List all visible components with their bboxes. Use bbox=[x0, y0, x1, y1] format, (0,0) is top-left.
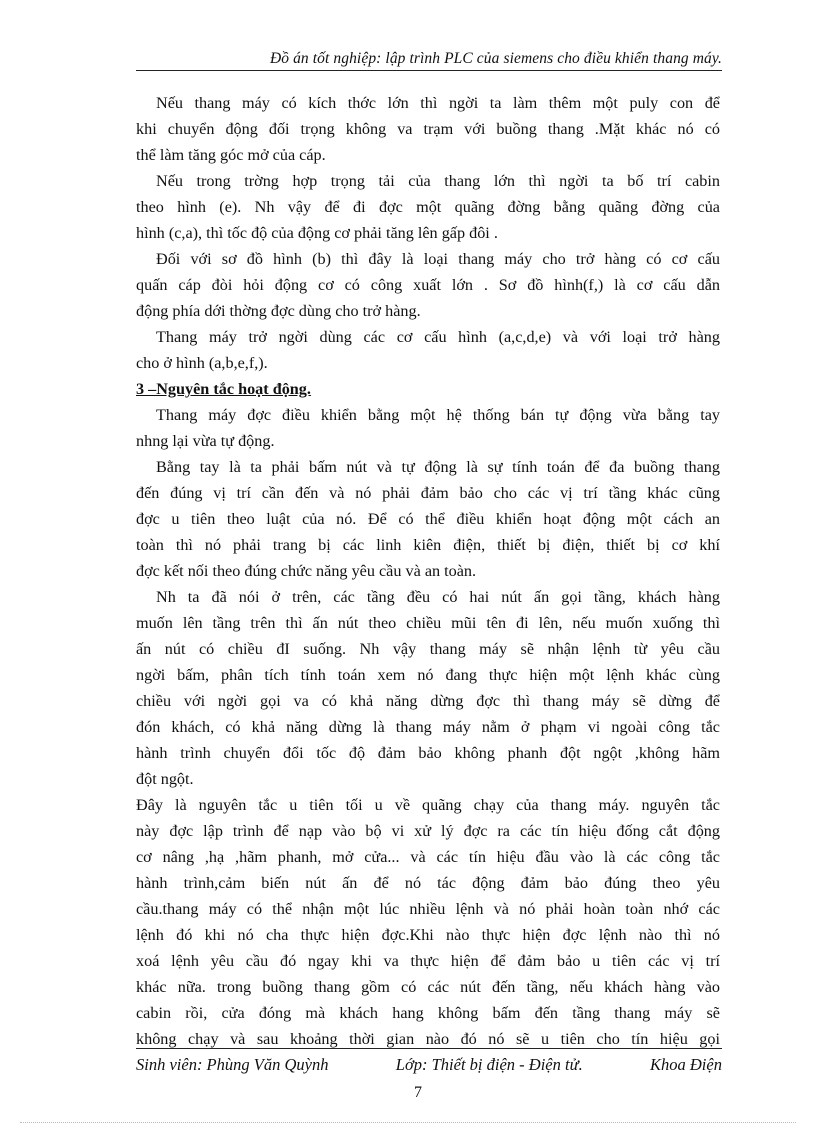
page-number: 7 bbox=[414, 1084, 422, 1101]
text-line: Bằng tay là ta phải bấm nút và tự động là sự tính toán để đa buồng thang bbox=[156, 458, 720, 476]
text-line: ngời bấm, phân tích tính toán xem nó đang thực hiện một lệnh khác cùng bbox=[136, 666, 720, 684]
text-line: cầu.thang máy có thể nhận một lúc nhiều lệnh và nó phải hoàn toàn nhớ các bbox=[136, 900, 720, 918]
text-line: này đợc lập trình để nạp vào bộ vi xử lý đợc ra các tín hiệu đống cắt động bbox=[136, 822, 720, 840]
text-line: cơ nâng ,hạ ,hãm phanh, mở cửa... và các tín hiệu đầu vào là các công tắc bbox=[136, 848, 720, 866]
text-line: khi chuyển động đối trọng không va trạm với buồng thang .Mặt khác nó có bbox=[136, 120, 720, 138]
text-line: đón khách, có khả năng dừng là thang máy nằm ở phạm vi ngoài công tắc bbox=[136, 718, 720, 736]
text-line: nhng lại vừa tự động. bbox=[136, 432, 275, 450]
text-line: toàn thì nó phải trang bị các linh kiên điện, thiết bị điện, thiết bị cơ khí bbox=[136, 536, 720, 554]
text-line: theo hình (e). Nh vậy để đi đợc một quãng đờng bằng quãng đờng của bbox=[136, 198, 720, 216]
text-line: Đối với sơ đồ hình (b) thì đây là loại thang máy cho trở hàng có cơ cấu bbox=[156, 250, 720, 268]
text-line: thể làm tăng góc mở của cáp. bbox=[136, 146, 326, 164]
text-line: Nếu thang máy có kích thớc lớn thì ngời ta làm thêm một puly con để bbox=[156, 94, 720, 112]
text-line: cho ở hình (a,b,e,f,). bbox=[136, 354, 268, 372]
text-line: hình (c,a), thì tốc độ của động cơ phải tăng lên gấp đôi . bbox=[136, 224, 498, 242]
text-line: đột ngột. bbox=[136, 770, 194, 788]
text-line: khác nữa. trong buồng thang gồm có các nút đến tầng, nếu khách hàng vào bbox=[136, 978, 720, 996]
text-line: Đây là nguyên tắc u tiên tối u về quãng chạy của thang máy. nguyên tắc bbox=[136, 796, 720, 814]
text-line: đợc kết nối theo đúng chức năng yêu cầu và an toàn. bbox=[136, 562, 477, 580]
document-body bbox=[136, 90, 720, 1052]
text-line: không chạy và sau khoảng thời gian nào đó nó sẽ u tiên cho tín hiệu gọi bbox=[136, 1030, 720, 1048]
text-line: muốn lên tầng trên thì ấn nút theo chiều mũi tên đi lên, nếu muốn xuống thì bbox=[136, 614, 720, 632]
text-line: ấn nút có chiều đI suống. Nh vậy thang máy sẽ nhận lệnh từ yêu cầu bbox=[136, 640, 720, 658]
footer-dept: Khoa Điện bbox=[650, 1055, 722, 1074]
footer-divider bbox=[136, 1048, 722, 1049]
header-divider bbox=[136, 70, 722, 71]
text-line: chiều với ngời gọi va có khả năng dừng đợc thì thang máy sẽ dừng để bbox=[136, 692, 720, 710]
text-line: quấn cáp đòi hỏi động cơ có công xuất lớn . Sơ đồ hình(f,) là cơ cấu dẫn bbox=[136, 276, 720, 294]
text-line: hành trình,cảm biến nút ấn để nó tác động đảm bảo đúng theo yêu bbox=[136, 874, 720, 892]
text-line: đợc u tiên theo luật của nó. Để có thể điều khiển hoạt động một cách an bbox=[136, 510, 720, 528]
text-line: Nh ta đã nói ở trên, các tầng đều có hai nút ấn gọi tầng, khách hàng bbox=[156, 588, 720, 606]
footer-student: Sinh viên: Phùng Văn Quỳnh bbox=[136, 1055, 329, 1074]
text-line: động phía dới thờng đợc dùng cho trở hàng. bbox=[136, 302, 421, 320]
section-heading: 3 –Nguyên tắc hoạt động. bbox=[136, 380, 311, 398]
page-footer bbox=[136, 1055, 722, 1075]
text-line: Thang máy trở ngời dùng các cơ cấu hình (a,c,d,e) và với loại trở hàng bbox=[156, 328, 720, 346]
text-line: Nếu trong trờng hợp trọng tải của thang lớn thì ngời ta bố trí cabin bbox=[156, 172, 720, 190]
text-line: hành trình chuyển đổi tốc độ đảm bảo không phanh đột ngột ,không hãm bbox=[136, 744, 720, 762]
footer-class: Lớp: Thiết bị điện - Điện tử. bbox=[395, 1055, 583, 1074]
text-line: Thang máy đợc điều khiển bằng một hệ thống bán tự động vừa bằng tay bbox=[156, 406, 720, 424]
page-header: Đồ án tốt nghiệp: lập trình PLC của siemens cho điều khiển thang máy. bbox=[269, 50, 722, 67]
text-line: đến đúng vị trí cần đến và nó phải đảm bảo cho các vị trí tầng khác cũng bbox=[136, 484, 720, 502]
text-line: lệnh đó khi nó cha thực hiện đợc.Khi nào thực hiện đợc lệnh nào thì nó bbox=[136, 926, 720, 944]
text-line: xoá lệnh yêu cầu đó ngay khi va thực hiện để đảm bảo u tiên các vị trí bbox=[136, 952, 720, 970]
text-line: cabin rồi, cửa đóng mà khách hang không bấm đến tầng thang máy sẽ bbox=[136, 1004, 720, 1022]
